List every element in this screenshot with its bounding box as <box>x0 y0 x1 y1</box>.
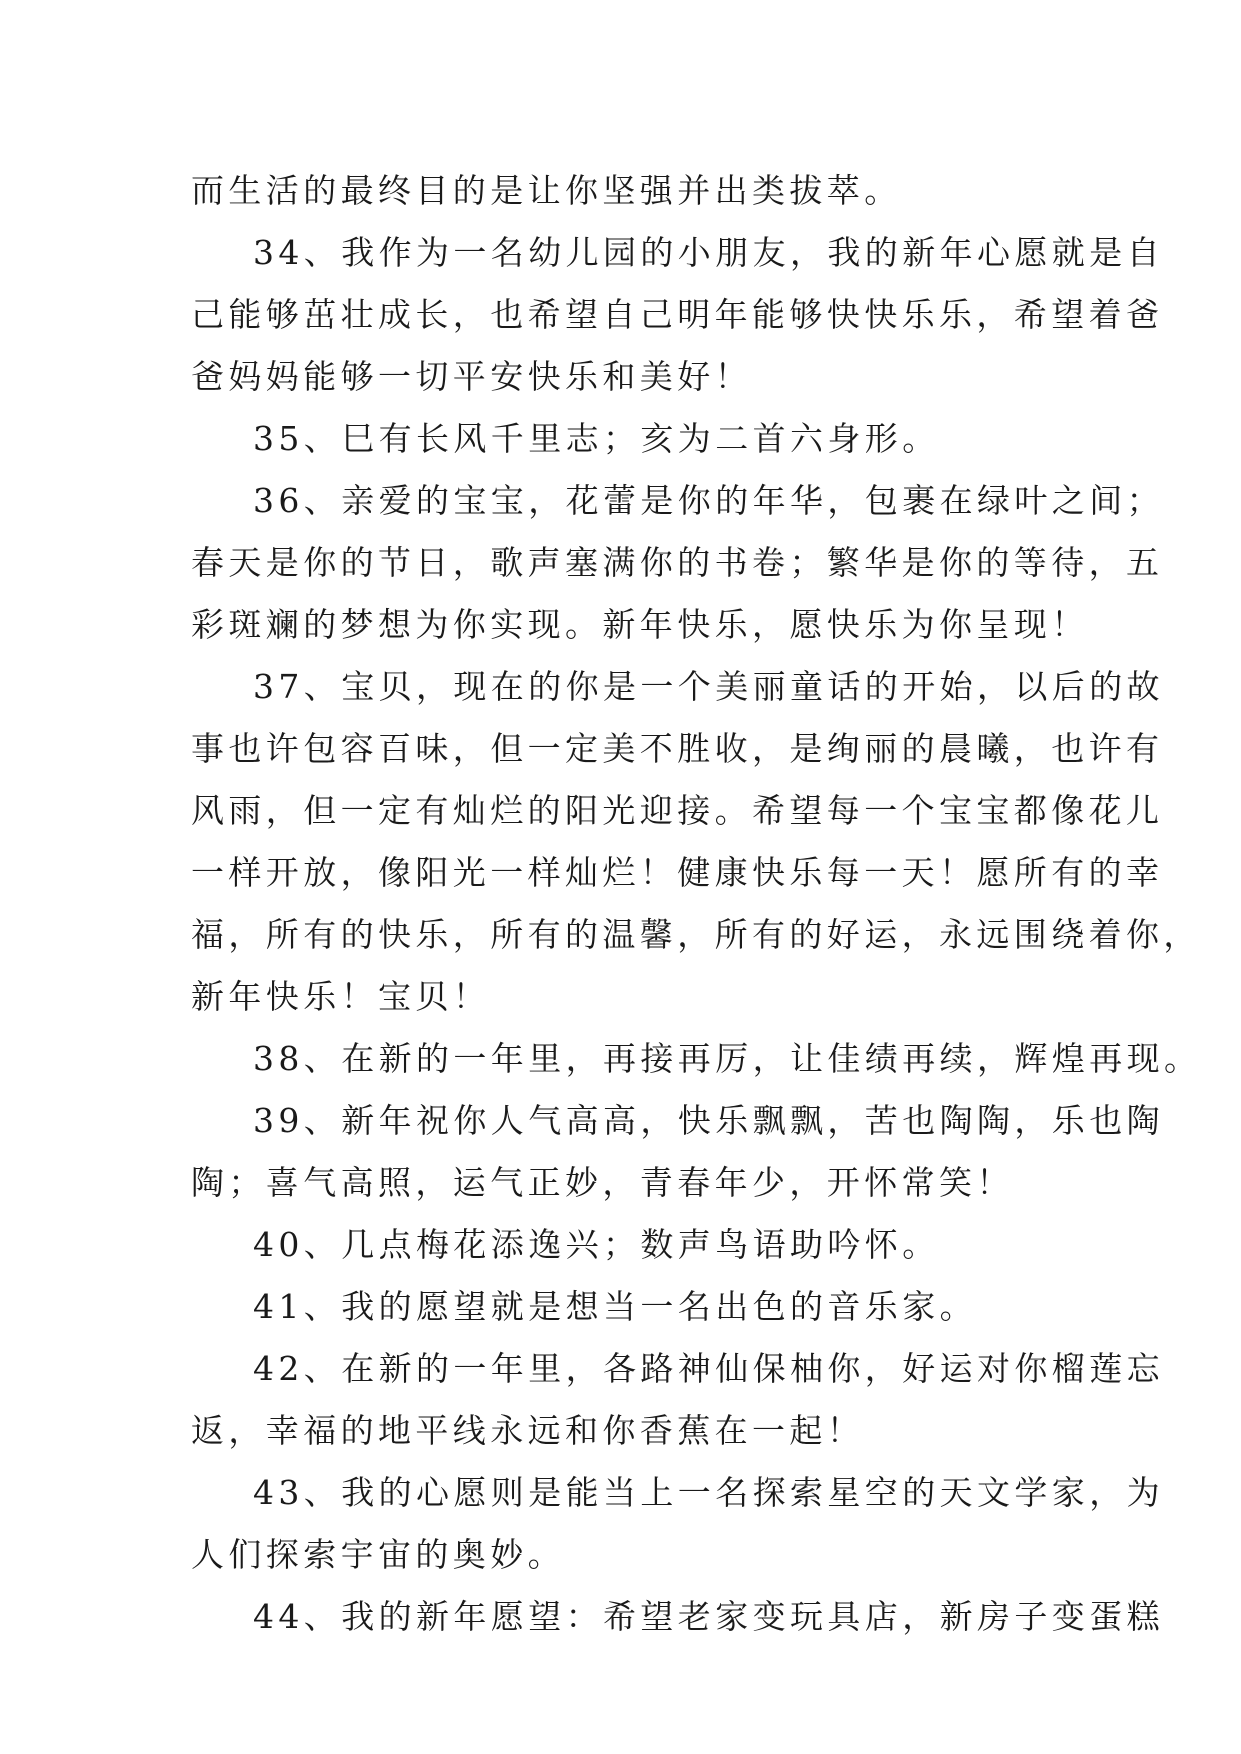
text-line-23: 人们探索宇宙的奥妙。 <box>191 1535 565 1574</box>
text-line-10: 事也许包容百味，但一定美不胜收，是绚丽的晨曦，也许有 <box>191 729 1164 768</box>
text-line-2: 34、我作为一名幼儿园的小朋友，我的新年心愿就是自 <box>253 233 1164 272</box>
text-line-18: 40、几点梅花添逸兴；数声鸟语助吟怀。 <box>253 1225 940 1264</box>
text-line-7: 春天是你的节日，歌声塞满你的书卷；繁华是你的等待，五 <box>191 543 1164 582</box>
text-line-16: 39、新年祝你人气高高，快乐飘飘，苦也陶陶，乐也陶 <box>253 1101 1164 1140</box>
text-line-1: 而生活的最终目的是让你坚强并出类拔萃。 <box>191 171 902 210</box>
text-line-21: 返，幸福的地平线永远和你香蕉在一起！ <box>191 1411 865 1450</box>
text-line-9: 37、宝贝，现在的你是一个美丽童话的开始，以后的故 <box>253 667 1164 706</box>
text-line-15: 38、在新的一年里，再接再厉，让佳绩再续，辉煌再现。 <box>253 1039 1202 1078</box>
text-line-5: 35、巳有长风千里志；亥为二首六身形。 <box>253 419 940 458</box>
text-line-17: 陶；喜气高照，运气正妙，青春年少，开怀常笑！ <box>191 1163 1014 1202</box>
document-body <box>191 160 1202 1648</box>
text-line-14: 新年快乐！宝贝！ <box>191 977 491 1016</box>
text-line-19: 41、我的愿望就是想当一名出色的音乐家。 <box>253 1287 977 1326</box>
text-line-22: 43、我的心愿则是能当上一名探索星空的天文学家，为 <box>253 1473 1164 1512</box>
text-line-8: 彩斑斓的梦想为你实现。新年快乐，愿快乐为你呈现！ <box>191 605 1089 644</box>
text-line-11: 风雨，但一定有灿烂的阳光迎接。希望每一个宝宝都像花儿 <box>191 791 1164 830</box>
text-line-6: 36、亲爱的宝宝，花蕾是你的年华，包裹在绿叶之间； <box>253 481 1164 520</box>
text-line-13: 福，所有的快乐，所有的温馨，所有的好运，永远围绕着你， <box>191 915 1201 954</box>
text-line-12: 一样开放，像阳光一样灿烂！健康快乐每一天！愿所有的幸 <box>191 853 1164 892</box>
text-line-3: 己能够茁壮成长，也希望自己明年能够快快乐乐，希望着爸 <box>191 295 1164 334</box>
text-line-20: 42、在新的一年里，各路神仙保柚你，好运对你榴莲忘 <box>253 1349 1164 1388</box>
text-line-4: 爸妈妈能够一切平安快乐和美好！ <box>191 357 752 396</box>
text-line-24: 44、我的新年愿望：希望老家变玩具店，新房子变蛋糕 <box>253 1597 1164 1636</box>
